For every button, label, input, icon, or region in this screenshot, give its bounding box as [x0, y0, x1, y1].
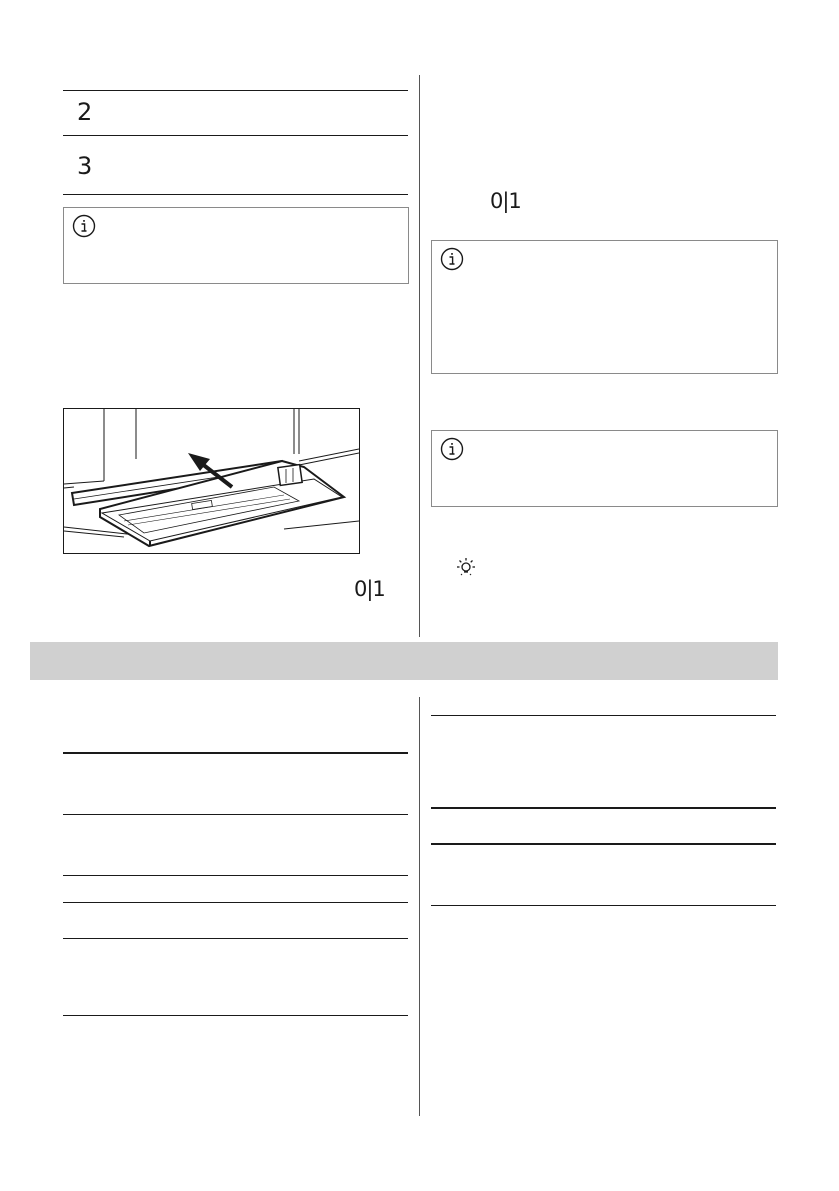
on-off-symbol: 0|1	[354, 577, 385, 601]
table-rule	[63, 875, 408, 876]
column-divider	[419, 697, 420, 1116]
table-rule-bottom	[431, 905, 776, 906]
table-rule-top	[63, 752, 408, 754]
table-rule-bottom	[63, 1015, 408, 1016]
table-rule	[431, 807, 776, 809]
table-rule-bottom	[63, 194, 408, 195]
column-divider	[419, 75, 420, 637]
on-off-symbol: 0|1	[490, 189, 521, 213]
table-rule	[63, 902, 408, 903]
info-icon	[440, 247, 464, 271]
light-bulb-icon	[454, 556, 478, 580]
speed-level-2: 2	[77, 98, 93, 126]
table-rule	[63, 814, 408, 815]
info-icon	[72, 214, 96, 238]
table-rule	[431, 843, 776, 845]
table-rule	[63, 938, 408, 939]
info-note-box	[63, 207, 409, 284]
info-note-box	[431, 430, 778, 507]
table-rule	[63, 135, 408, 136]
hood-drawing	[64, 409, 359, 553]
section-header-band	[30, 642, 778, 680]
info-note-box	[431, 240, 778, 374]
table-rule-top	[63, 90, 408, 91]
info-icon	[440, 437, 464, 461]
hood-illustration	[63, 408, 360, 554]
table-rule-top	[431, 715, 776, 716]
speed-level-3: 3	[77, 152, 93, 180]
